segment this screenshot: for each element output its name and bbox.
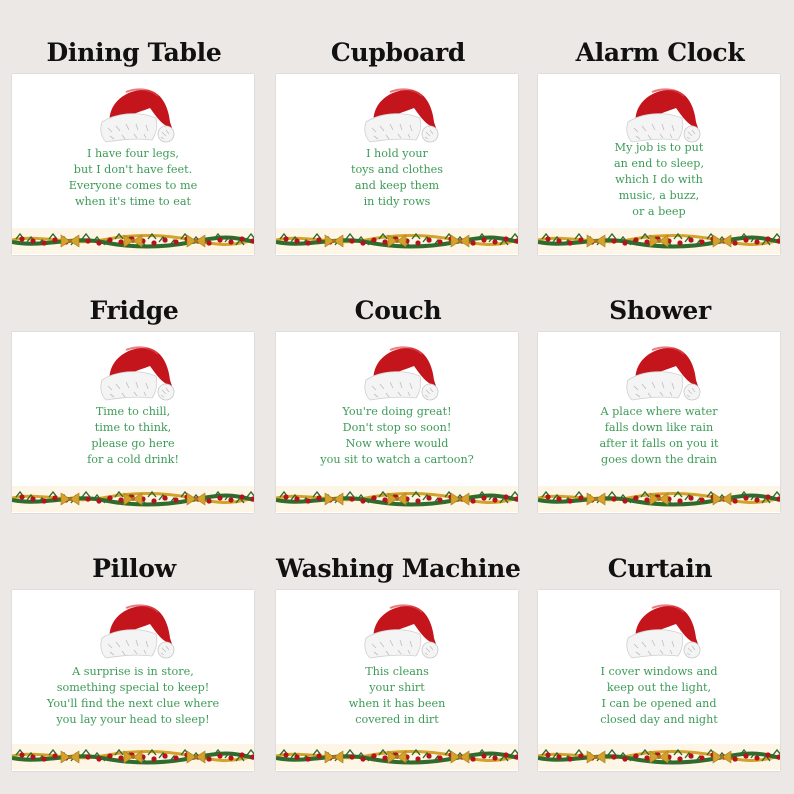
poem-line: or a beep [632,205,686,218]
clue-poem [282,404,512,468]
card-title: Couch [354,296,442,325]
poem-line: goes down the drain [601,453,717,466]
garland-border-icon [538,744,780,770]
poem-line: You're doing great! [342,405,452,418]
card-title: Shower [609,296,711,325]
poem-line: Time to chill, [95,405,171,418]
clue-card [12,590,254,771]
poem-line: something special to keep! [56,681,210,694]
poem-line: and keep them [354,179,440,192]
poem-line: I can be opened and [601,697,717,710]
poem-line: for a cold drink! [87,453,179,466]
garland-border-icon [276,486,518,512]
poem-line: covered in dirt [355,713,439,726]
garland-border-icon [12,744,254,770]
clue-poem [282,664,512,728]
poem-line: I have four legs, [87,147,179,160]
clue-poem [18,146,248,210]
santa-hat-icon [360,598,442,662]
clue-card [276,332,518,513]
poem-line: This cleans [365,665,429,678]
poem-line: in tidy rows [363,195,431,208]
poem-line: you lay your head to sleep! [56,713,210,726]
garland-border-icon [538,228,780,254]
garland-border-icon [12,486,254,512]
santa-hat-icon [622,598,704,662]
poem-line: music, a buzz, [618,189,700,202]
card-title: Curtain [607,554,713,583]
card-title: Fridge [89,296,179,325]
santa-hat-icon [622,340,704,404]
santa-hat-icon [360,82,442,146]
poem-line: You'll find the next clue where [46,697,220,710]
santa-hat-icon [360,340,442,404]
clue-card [12,74,254,255]
poem-line: which I do with [615,173,703,186]
poem-line: an end to sleep, [613,157,705,170]
clue-poem [18,664,248,728]
poem-line: your shirt [369,681,425,694]
poem-line: Everyone comes to me [68,179,198,192]
garland-border-icon [12,228,254,254]
santa-hat-icon [622,82,704,146]
clue-poem [544,664,774,728]
santa-hat-icon [96,598,178,662]
poem-line: when it's time to eat [74,195,192,208]
card-title: Cupboard [330,38,466,67]
garland-border-icon [276,744,518,770]
poem-line: toys and clothes [350,163,444,176]
garland-border-icon [276,228,518,254]
santa-hat-icon [96,340,178,404]
poem-line: keep out the light, [606,681,712,694]
poem-line: but I don't have feet. [73,163,193,176]
poem-line: I cover windows and [600,665,718,678]
poem-line: when it has been [348,697,446,710]
poem-line: A place where water [600,405,718,418]
poem-line: Don't stop so soon! [342,421,452,434]
poem-line: I hold your [366,147,428,160]
clue-poem [18,404,248,468]
clue-card [276,590,518,771]
clue-card [276,74,518,255]
clue-card [538,590,780,771]
poem-line: please go here [91,437,175,450]
clue-poem [282,146,512,210]
clue-card [538,74,780,255]
card-title: Washing Machine [276,554,521,583]
santa-hat-icon [96,82,178,146]
poem-line: falls down like rain [604,421,714,434]
card-title: Pillow [92,554,176,583]
poem-line: Now where would [345,437,449,450]
clue-card [12,332,254,513]
poem-line: A surprise is in store, [72,665,194,678]
garland-border-icon [538,486,780,512]
poem-line: after it falls on you it [599,437,719,450]
poem-line: closed day and night [600,713,718,726]
poem-line: time to think, [94,421,172,434]
clue-poem [544,404,774,468]
clue-poem [544,140,774,220]
poem-line: you sit to watch a cartoon? [320,453,474,466]
clue-card [538,332,780,513]
poem-line: My job is to put [614,141,704,154]
card-title: Alarm Clock [575,38,745,67]
card-title: Dining Table [46,38,222,67]
